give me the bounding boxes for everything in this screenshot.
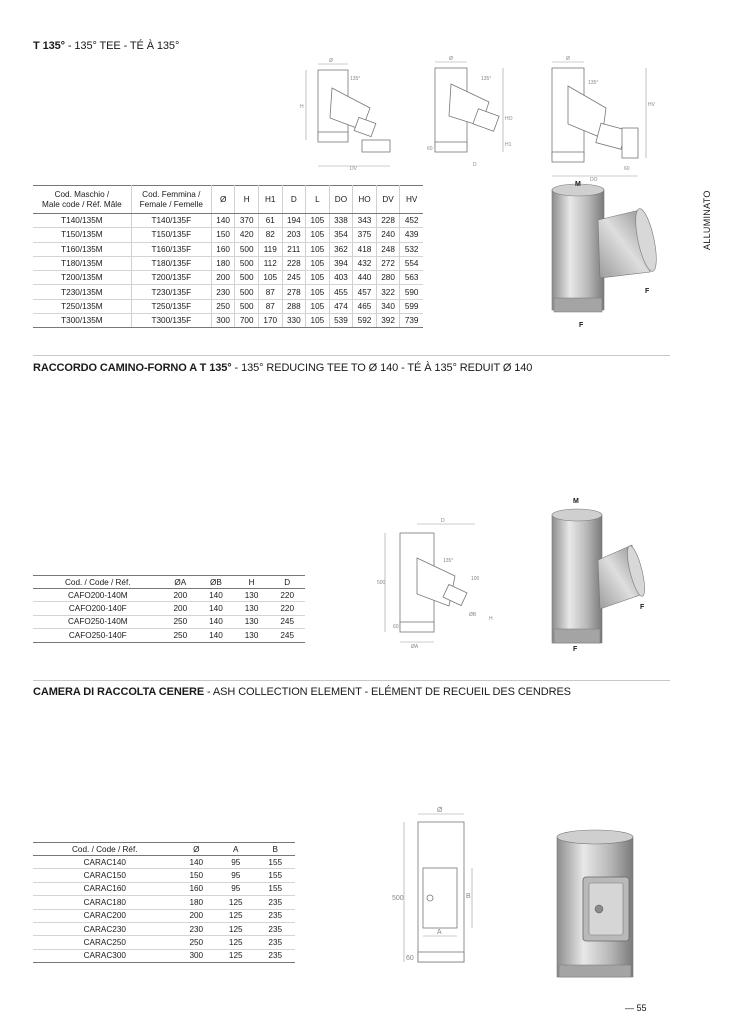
dim-h-1: H <box>300 104 304 110</box>
table-cell: 392 <box>376 314 400 328</box>
table-row <box>33 256 423 270</box>
col-header: H1 <box>258 186 282 214</box>
dim-angle-2: 135° <box>481 76 492 82</box>
table-cell: 245 <box>269 615 305 628</box>
table-row <box>33 629 305 642</box>
table-cell: 119 <box>258 242 282 256</box>
table-cell: 105 <box>306 271 330 285</box>
col-header: H <box>234 576 270 589</box>
table-cell: T250/135M <box>33 299 131 313</box>
dim-d-2: D <box>473 162 477 168</box>
dim-h1-2: H1 <box>505 142 512 148</box>
table-cell: 130 <box>234 629 270 642</box>
table-cell: 245 <box>282 271 306 285</box>
table-row <box>33 896 295 909</box>
section3-table <box>33 842 295 963</box>
section2-product-photo <box>540 505 665 655</box>
table-cell: 105 <box>306 214 330 228</box>
table-cell: 230 <box>177 922 216 935</box>
table-cell: 418 <box>353 242 377 256</box>
table-cell: CARAC300 <box>33 949 177 962</box>
table-cell: CARAC230 <box>33 922 177 935</box>
table-row <box>33 214 423 228</box>
table-cell: 599 <box>400 299 423 313</box>
dim-ho-2: HO <box>505 116 513 122</box>
table-cell: 95 <box>216 856 255 869</box>
col-header: D <box>282 186 306 214</box>
table-cell: 563 <box>400 271 423 285</box>
photo-label-female: F <box>640 604 645 611</box>
section3-title <box>33 686 571 698</box>
section1-title-rest: - 135° TEE - TÉ À 135° <box>64 40 180 52</box>
section1-drawing-1 <box>300 58 410 173</box>
section2-title-rest: - 135° REDUCING TEE TO Ø 140 - TÉ À 135° REDUIT Ø 140 <box>231 362 533 374</box>
table-cell: 140 <box>198 615 234 628</box>
table-row <box>33 869 295 882</box>
table-cell: 200 <box>163 589 199 602</box>
table-cell: 500 <box>235 299 259 313</box>
dim-diameter-3: Ø <box>566 56 570 62</box>
dim-60: 60 <box>393 624 399 630</box>
table-cell: T300/135F <box>131 314 211 328</box>
section1-product-photo <box>540 180 670 330</box>
table-cell: 228 <box>376 214 400 228</box>
table-cell: 330 <box>282 314 306 328</box>
table-cell: 250 <box>163 629 199 642</box>
dim-diameter-1: Ø <box>329 58 333 64</box>
table-cell: CARAC180 <box>33 896 177 909</box>
table-cell: T230/135F <box>131 285 211 299</box>
table-row <box>33 285 423 299</box>
section1-title <box>33 40 179 52</box>
table-cell: 211 <box>282 242 306 256</box>
table-row <box>33 936 295 949</box>
section3-title-rest: - ASH COLLECTION ELEMENT - ELÉMENT DE RECUEIL DES CENDRES <box>204 686 571 698</box>
table-cell: 235 <box>256 922 296 935</box>
table-cell: T140/135M <box>33 214 131 228</box>
table-cell: 160 <box>177 882 216 895</box>
photo-label-male: M <box>573 498 579 505</box>
table-cell: CARAC160 <box>33 882 177 895</box>
table-cell: 440 <box>353 271 377 285</box>
table-cell: 532 <box>400 242 423 256</box>
table-cell: 554 <box>400 256 423 270</box>
dim-do-3: DO <box>590 177 598 183</box>
table-cell: 228 <box>282 256 306 270</box>
table-cell: 203 <box>282 228 306 242</box>
table-cell: 112 <box>258 256 282 270</box>
table-cell: 130 <box>234 589 270 602</box>
photo-label-female: F <box>573 646 578 653</box>
table-cell: 288 <box>282 299 306 313</box>
col-header: Ø <box>211 186 235 214</box>
dim-hv-3: HV <box>648 102 655 108</box>
table-header-row <box>33 186 423 214</box>
table-cell: 200 <box>211 271 235 285</box>
table-cell: 338 <box>329 214 353 228</box>
table-row <box>33 949 295 962</box>
table-cell: 194 <box>282 214 306 228</box>
col-header: B <box>256 843 296 856</box>
table-cell: 105 <box>306 242 330 256</box>
table-cell: 280 <box>376 271 400 285</box>
table-cell: CAFO250-140F <box>33 629 163 642</box>
table-cell: 235 <box>256 949 296 962</box>
table-cell: 250 <box>163 615 199 628</box>
dim-100: 100 <box>471 576 480 582</box>
col-header: D <box>269 576 305 589</box>
table-cell: T160/135F <box>131 242 211 256</box>
table-cell: T230/135M <box>33 285 131 299</box>
table-cell: 125 <box>216 936 255 949</box>
table-cell: 354 <box>329 228 353 242</box>
table-cell: 150 <box>177 869 216 882</box>
table-cell: 452 <box>400 214 423 228</box>
dim-d: D <box>441 518 445 524</box>
table-cell: 500 <box>235 242 259 256</box>
table-header-row <box>33 843 295 856</box>
table-cell: 250 <box>211 299 235 313</box>
table-cell: 457 <box>353 285 377 299</box>
table-cell: 125 <box>216 896 255 909</box>
table-cell: 394 <box>329 256 353 270</box>
col-header: ØB <box>198 576 234 589</box>
photo-label-male: M <box>575 181 581 188</box>
table-cell: T180/135M <box>33 256 131 270</box>
dim-500: 500 <box>392 895 404 902</box>
table-cell: 245 <box>269 629 305 642</box>
table-row <box>33 909 295 922</box>
col-header: HO <box>353 186 377 214</box>
section2-title-bold: RACCORDO CAMINO-FORNO A T 135° <box>33 362 232 374</box>
table-cell: T180/135F <box>131 256 211 270</box>
col-header: Cod. / Code / Réf. <box>33 576 163 589</box>
section3-product-photo <box>545 825 655 985</box>
table-cell: 95 <box>216 882 255 895</box>
section-divider <box>33 355 670 356</box>
table-cell: 140 <box>198 602 234 615</box>
table-cell: 140 <box>198 589 234 602</box>
table-cell: 375 <box>353 228 377 242</box>
table-cell: 140 <box>198 629 234 642</box>
table-cell: T150/135M <box>33 228 131 242</box>
col-header: Ø <box>177 843 216 856</box>
table-cell: 370 <box>235 214 259 228</box>
table-cell: 700 <box>235 314 259 328</box>
col-header: Cod. Maschio / Male code / Réf. Mâle <box>33 186 131 214</box>
table-row <box>33 882 295 895</box>
table-cell: 140 <box>177 856 216 869</box>
table-cell: T160/135M <box>33 242 131 256</box>
table-cell: 300 <box>211 314 235 328</box>
col-header: HV <box>400 186 423 214</box>
table-cell: 248 <box>376 242 400 256</box>
dim-ob: ØB <box>469 612 477 618</box>
table-cell: CARAC140 <box>33 856 177 869</box>
table-cell: 362 <box>329 242 353 256</box>
table-cell: 140 <box>211 214 235 228</box>
dim-angle: 135° <box>443 558 454 564</box>
table-cell: CARAC150 <box>33 869 177 882</box>
table-cell: 170 <box>258 314 282 328</box>
table-cell: 105 <box>258 271 282 285</box>
section2-title <box>33 362 532 374</box>
table-cell: 95 <box>216 869 255 882</box>
dim-dv-1: DV <box>350 166 357 172</box>
table-cell: 432 <box>353 256 377 270</box>
table-cell: 105 <box>306 256 330 270</box>
table-cell: 130 <box>234 615 270 628</box>
section1-drawing-2 <box>423 58 533 173</box>
dim-h: H <box>489 616 493 622</box>
dim-500: 500 <box>377 580 386 586</box>
table-cell: CAFO250-140M <box>33 615 163 628</box>
table-cell: 278 <box>282 285 306 299</box>
section1-drawing-3 <box>540 58 660 183</box>
photo-label-female: F <box>645 288 650 295</box>
table-cell: T300/135M <box>33 314 131 328</box>
table-row <box>33 299 423 313</box>
table-cell: T200/135M <box>33 271 131 285</box>
table-cell: 200 <box>163 602 199 615</box>
col-header: A <box>216 843 255 856</box>
table-cell: 155 <box>256 856 296 869</box>
dim-a: A <box>437 929 442 936</box>
table-cell: 230 <box>211 285 235 299</box>
table-cell: 82 <box>258 228 282 242</box>
table-row <box>33 228 423 242</box>
table-cell: 130 <box>234 602 270 615</box>
table-cell: 150 <box>211 228 235 242</box>
table-cell: T250/135F <box>131 299 211 313</box>
table-cell: 465 <box>353 299 377 313</box>
table-row <box>33 314 423 328</box>
table-cell: 235 <box>256 909 296 922</box>
table-cell: 250 <box>177 936 216 949</box>
col-header: Cod. Femmina / Female / Femelle <box>131 186 211 214</box>
table-row <box>33 602 305 615</box>
page-number: — 55 <box>625 1003 647 1013</box>
section3-drawing <box>390 806 490 971</box>
dim-b: B <box>466 893 471 900</box>
table-row <box>33 271 423 285</box>
table-row <box>33 589 305 602</box>
dim-oa: ØA <box>411 644 419 650</box>
table-cell: 474 <box>329 299 353 313</box>
table-cell: 592 <box>353 314 377 328</box>
dim-angle-1: 135° <box>350 76 361 82</box>
col-header: H <box>235 186 259 214</box>
table-cell: 500 <box>235 256 259 270</box>
table-cell: 105 <box>306 228 330 242</box>
table-cell: T150/135F <box>131 228 211 242</box>
table-row <box>33 856 295 869</box>
section1-title-bold: T 135° <box>33 40 65 52</box>
table-cell: 105 <box>306 314 330 328</box>
table-cell: CARAC200 <box>33 909 177 922</box>
table-cell: 590 <box>400 285 423 299</box>
table-cell: 340 <box>376 299 400 313</box>
table-cell: T140/135F <box>131 214 211 228</box>
table-cell: 739 <box>400 314 423 328</box>
table-cell: 87 <box>258 299 282 313</box>
table-cell: 343 <box>353 214 377 228</box>
table-cell: 180 <box>177 896 216 909</box>
dim-diameter: Ø <box>437 807 443 814</box>
col-header: Cod. / Code / Réf. <box>33 843 177 856</box>
table-cell: 240 <box>376 228 400 242</box>
table-cell: 180 <box>211 256 235 270</box>
table-cell: 220 <box>269 589 305 602</box>
table-cell: 235 <box>256 936 296 949</box>
section3-title-bold: CAMERA DI RACCOLTA CENERE <box>33 686 205 698</box>
table-cell: 500 <box>235 285 259 299</box>
table-cell: 125 <box>216 922 255 935</box>
table-cell: CARAC250 <box>33 936 177 949</box>
table-cell: 539 <box>329 314 353 328</box>
col-header: DO <box>329 186 353 214</box>
dim-angle-3: 135° <box>588 80 599 86</box>
table-cell: 105 <box>306 299 330 313</box>
dim-60: 60 <box>406 955 414 962</box>
table-cell: 300 <box>177 949 216 962</box>
table-cell: 155 <box>256 869 296 882</box>
section2-table <box>33 575 305 643</box>
table-cell: 155 <box>256 882 296 895</box>
table-cell: 420 <box>235 228 259 242</box>
table-cell: 87 <box>258 285 282 299</box>
table-cell: 125 <box>216 949 255 962</box>
col-header: L <box>306 186 330 214</box>
table-cell: CAFO200-140M <box>33 589 163 602</box>
table-cell: 61 <box>258 214 282 228</box>
side-category-label: ALLUMINATO <box>702 190 712 250</box>
dim-60-2: 60 <box>427 146 433 152</box>
table-cell: 125 <box>216 909 255 922</box>
table-cell: T200/135F <box>131 271 211 285</box>
photo-label-female: F <box>579 322 584 329</box>
dim-60-3: 60 <box>624 166 630 172</box>
table-cell: 439 <box>400 228 423 242</box>
col-header: ØA <box>163 576 199 589</box>
table-cell: 220 <box>269 602 305 615</box>
section-divider <box>33 680 670 681</box>
table-row <box>33 615 305 628</box>
col-header: DV <box>376 186 400 214</box>
table-cell: 500 <box>235 271 259 285</box>
section2-drawing <box>375 518 515 648</box>
table-row <box>33 242 423 256</box>
dim-diameter-2: Ø <box>449 56 453 62</box>
table-cell: 200 <box>177 909 216 922</box>
table-cell: 272 <box>376 256 400 270</box>
section1-table <box>33 185 423 328</box>
table-cell: 105 <box>306 285 330 299</box>
table-cell: 322 <box>376 285 400 299</box>
table-cell: 160 <box>211 242 235 256</box>
table-cell: 235 <box>256 896 296 909</box>
table-cell: 403 <box>329 271 353 285</box>
table-cell: CAFO200-140F <box>33 602 163 615</box>
table-row <box>33 922 295 935</box>
table-cell: 455 <box>329 285 353 299</box>
table-header-row <box>33 576 305 589</box>
